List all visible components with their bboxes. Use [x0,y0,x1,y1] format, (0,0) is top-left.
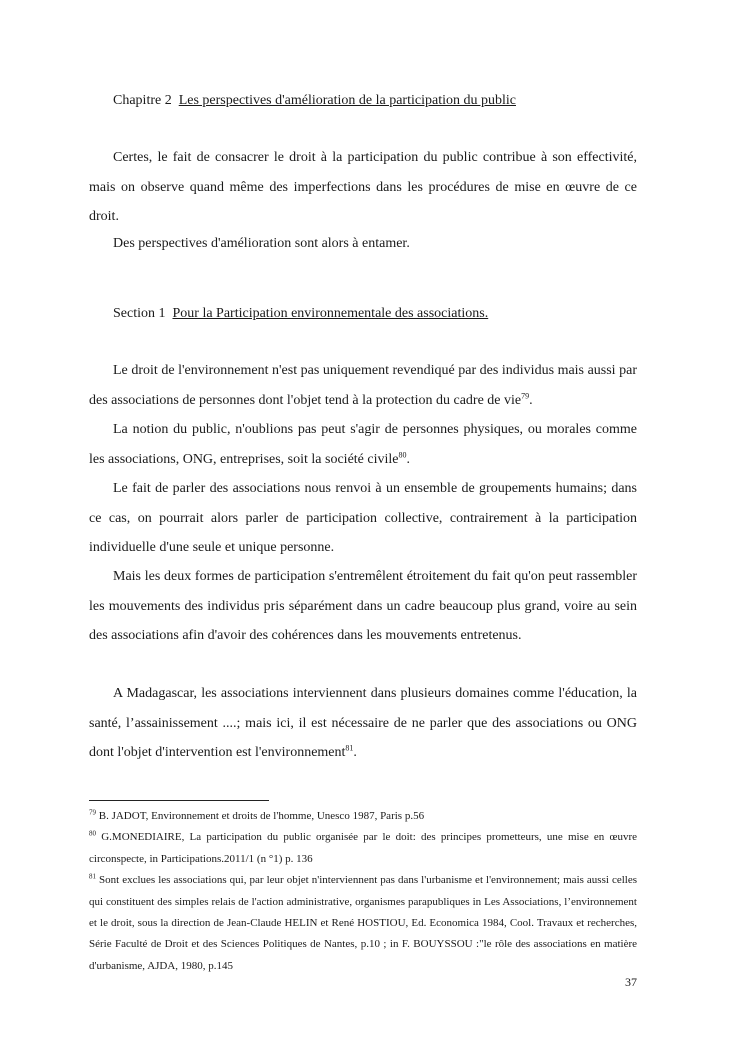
paragraph-end: . [529,392,533,408]
paragraph-end: . [353,745,357,760]
chapter-heading [113,92,516,110]
paragraph-end: . [406,451,410,467]
footnote-text: Sont exclues les associations qui, par leur objet n'interviennent pas dans l'urbanisme et l'environnement; mais aussi celles qui constituent des simples relais de l'action administrative, organismes parapubliques in Les Associations, l’environnement et le droit, sous la direction de Jean-Claude HELIN et René HOSTIOU, Ed. Economica 1984, Cool. Travaux et recherches, Série Faculté de Droit et des Sciences Politiques de Nantes, p.10 ; in F. BOUYSSOU :"le rôle des associations en matière d'urbanisme, AJDA, 1980, p.145 [89,874,637,972]
paragraph-text: Le droit de l'environnement n'est pas uniquement revendiqué par des individus mais aussi par des associations de personnes dont l'objet tend à la protection du cadre de vie [89,363,637,408]
footnote-ref-81[interactable]: 81 [345,743,354,753]
footnote-divider [89,800,269,801]
paragraph-text: Le fait de parler des associations nous renvoi à un ensemble de groupements humains; dans ce cas, on pourrait alors parler de participation collective, contrairement à la participation individuelle d'une seule et unique personne. [89,481,637,555]
footnote-ref-79[interactable]: 79 [521,390,530,400]
footnote-text: B. JADOT, Environnement et droits de l'homme, Unesco 1987, Paris p.56 [98,810,425,822]
body-paragraph-2 [89,415,637,474]
page-number: 37 [625,975,637,989]
intro-text-2: Des perspectives d'amélioration sont alors à entamer. [113,236,410,251]
paragraph-text: A Madagascar, les associations interviennent dans plusieurs domaines comme l'éducation, la santé, l’assainissement ....; mais ici, il est nécessaire de ne parler que des associations ou ONG dont l'objet d'intervention est l'environnement [89,686,637,760]
footnote-text: G.MONEDIAIRE, La participation du public organisée par le doit: des principes prometteurs, une mise en œuvre circonspecte, in Participations.2011/1 (n °1) p. 136 [89,831,638,865]
chapter-title: Les perspectives d'amélioration de la participation du public [178,93,516,108]
footnote-ref-80[interactable]: 80 [398,449,407,459]
body-paragraph-4 [89,562,637,651]
body-paragraph-1 [89,356,637,415]
body-paragraph-3 [89,474,637,563]
footnote-number: 80 [89,829,96,838]
footnote-80 [89,827,637,870]
footnote-81 [89,870,637,977]
footnotes [89,806,637,977]
footnote-79 [89,806,637,827]
footnote-number: 81 [89,872,96,881]
intro-paragraph-2 [89,229,637,259]
intro-paragraph [89,143,637,232]
chapter-label: Chapitre 2 [113,93,172,108]
body-paragraph-5 [89,679,637,768]
section-title: Pour la Participation environnementale des associations. [172,306,489,321]
paragraph-text: La notion du public, n'oublions pas peut s'agir de personnes physiques, ou morales comme les associations, ONG, entreprises, soit la société civile [89,422,637,467]
footnote-number: 79 [89,808,96,817]
section-label: Section 1 [113,306,166,321]
document-page [89,0,637,1053]
paragraph-text: Mais les deux formes de participation s'entremêlent étroitement du fait qu'on peut rassembler les mouvements des individus pris séparément dans un cadre beaucoup plus grand, voire au sein des associations afin d'avoir des cohérences dans les mouvements entretenus. [89,569,637,643]
section-heading [113,305,488,323]
intro-text: Certes, le fait de consacrer le droit à la participation du public contribue à son effectivité, mais on observe quand même des imperfections dans les procédures de mise en œuvre de ce droit. [89,150,637,224]
